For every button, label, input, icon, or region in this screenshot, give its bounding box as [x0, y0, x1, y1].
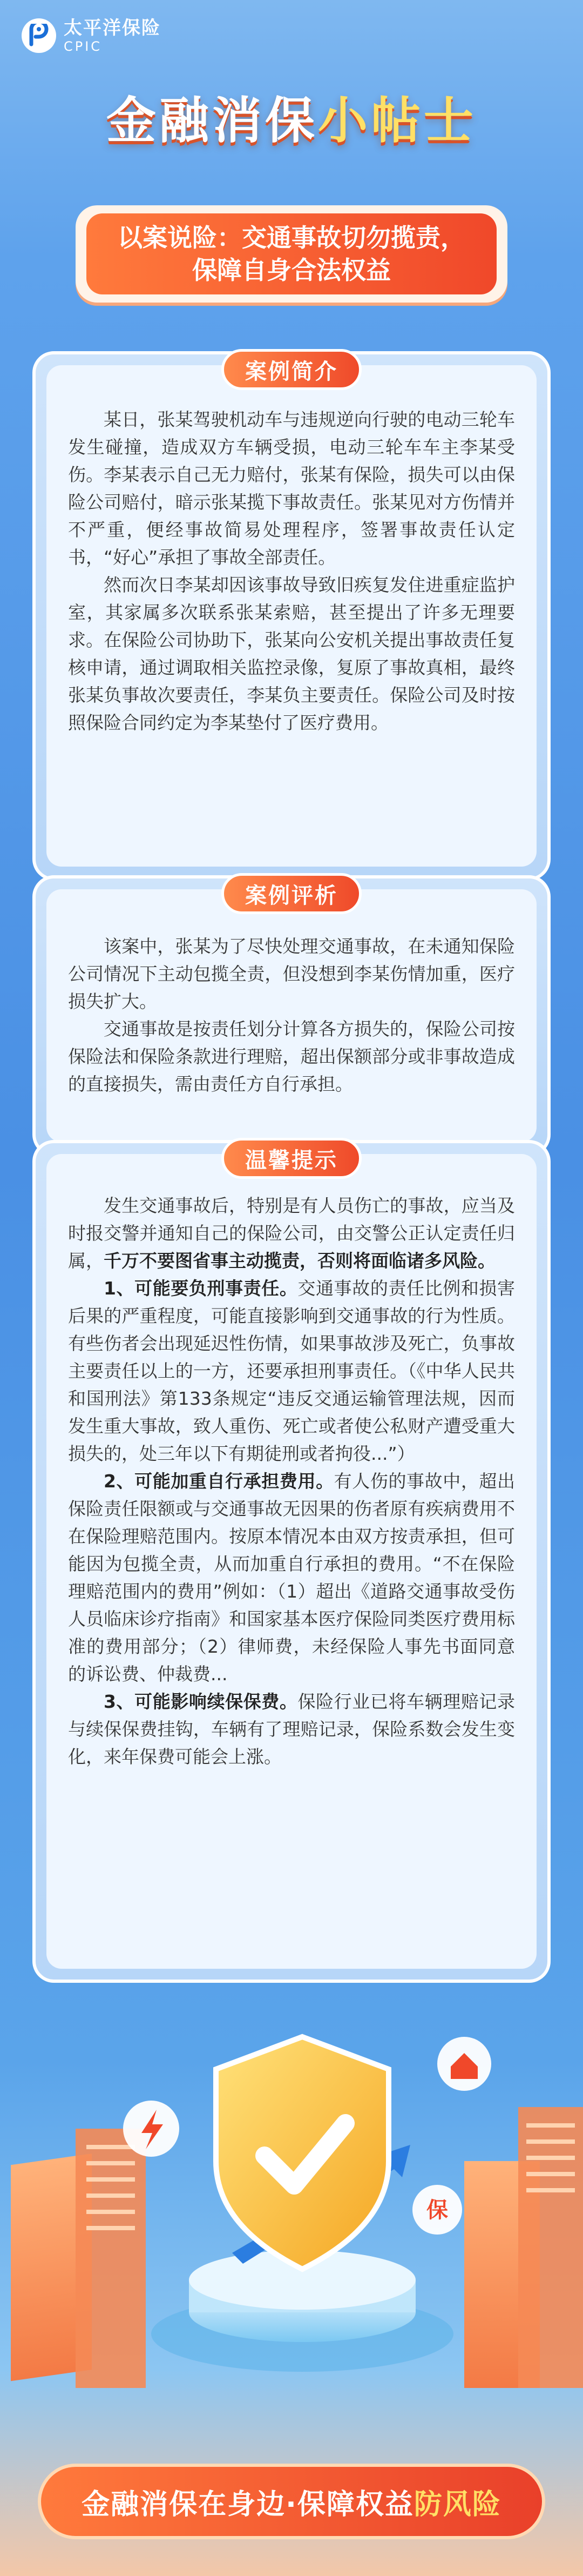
case-intro-card — [32, 351, 551, 881]
tips-card — [32, 1140, 551, 1983]
page-title — [0, 81, 583, 152]
tips-paragraph-1: 发生交通事故后，特别是有人员伤亡的事故，应当及时报交警并通知自己的保险公司，由交警公正认定责任归属，千万不要图省事主动揽责，否则将面临诸多风险。 — [68, 1195, 515, 1271]
tips-tag: 温馨提示 — [221, 1138, 362, 1179]
buildings-left — [11, 2129, 146, 2388]
case-intro-tag: 案例简介 — [221, 349, 362, 390]
subtitle-banner — [76, 205, 507, 303]
brand-name-cn: 太平洋保险 — [64, 17, 161, 39]
cpic-logo-icon — [22, 18, 56, 53]
tips-point-3-title: 3、可能影响续保保费。 — [104, 1691, 298, 1712]
tips-paragraph-2: 1、可能要负刑事责任。交通事故的责任比例和损害后果的严重程度，可能直接影响到交通事故的行为性质。有些伤者会出现延迟性伤情，如果事故涉及死亡，负事故主要责任以上的一方，还要承担刑事责任。（《中华人民共和国刑法》第133条规定“违反交通运输管理法规，因而发生重大事故，致人重伤、死亡或者使公私财产遭受重大损失的，处三年以下有期徒刑或者拘役...”） — [68, 1278, 516, 1464]
svg-text:保: 保 — [426, 2198, 448, 2223]
shield-check-icon — [216, 2037, 389, 2269]
footer-slogan-part-1: 金融消保在身边·保障权益 — [82, 2488, 414, 2521]
lightning-icon — [123, 2101, 179, 2157]
case-review-tag: 案例评析 — [221, 873, 362, 914]
footer-slogan — [38, 2464, 545, 2539]
subtitle-line-2: 保障自身合法权益 — [192, 256, 391, 285]
buildings-right — [464, 2107, 583, 2388]
tips-point-1-title: 1、可能要负刑事责任。 — [104, 1278, 298, 1299]
case-review-paragraph-2: 交通事故是按责任划分计算各方损失的，保险公司按保险法和保险条款进行理赔，超出保额部分或非事故造成的直接损失，需由责任方自行承担。 — [68, 1018, 515, 1095]
subtitle-line-1: 以案说险：交通事故切勿揽责， — [118, 223, 465, 252]
shield-illustration — [0, 1999, 583, 2431]
bao-icon — [412, 2185, 462, 2235]
page-title-highlight: 小帖士 — [318, 92, 477, 150]
tips-paragraph-4: 3、可能影响续保保费。保险行业已将车辆理赔记录与续保保费挂钩，车辆有了理赔记录，保险系数会发生变化，来年保费可能会上涨。 — [68, 1691, 516, 1767]
brand-logo — [22, 17, 161, 54]
case-intro-paragraph-2: 然而次日李某却因该事故导致旧疾复发住进重症监护室，其家属多次联系张某索赔，甚至提出了许多无理要求。在保险公司协助下，张某向公安机关提出事故责任复核申请，通过调取相关监控录像，复原了事故真相，最终张某负事故次要责任，李某负主要责任。保险公司及时按照保险合同约定为李某垫付了医疗费用。 — [68, 574, 515, 733]
house-icon — [437, 2037, 491, 2091]
footer-slogan-highlight: 防风险 — [413, 2488, 501, 2521]
tips-point-2-title: 2、可能加重自行承担费用。 — [104, 1471, 334, 1492]
page-title-main: 金融消保 — [106, 92, 318, 150]
tips-paragraph-3: 2、可能加重自行承担费用。有人伤的事故中，超出保险责任限额或与交通事故无因果的伤者原有疾病费用不在保险理赔范围内。按原本情况本由双方按责承担，但可能因为包揽全责，从而加重自行承担的费用。“不在保险理赔范围内的费用”例如：（1）超出《道路交通事故受伤人员临床诊疗指南》和国家基本医疗保险同类医疗费用标准的费用部分；（2）律师费，未经保险人事先书面同意的诉讼费、仲裁费... — [68, 1471, 516, 1685]
case-intro-paragraph-1: 某日，张某驾驶机动车与违规逆向行驶的电动三轮车发生碰撞，造成双方车辆受损，电动三轮车车主李某受伤。李某表示自己无力赔付，张某有保险，损失可以由保险公司赔付，暗示张某揽下事故责任。张某见对方伤情并不严重，便经事故简易处理程序，签署事故责任认定书，“好心”承担了事故全部责任。 — [68, 409, 515, 568]
case-review-paragraph-1: 该案中，张某为了尽快处理交通事故，在未通知保险公司情况下主动包揽全责，但没想到李某伤情加重，医疗损失扩大。 — [68, 936, 515, 1012]
tips-warning-bold: 千万不要图省事主动揽责，否则将面临诸多风险。 — [104, 1250, 496, 1271]
brand-name-en: CPIC — [64, 39, 103, 54]
case-review-card — [32, 875, 551, 1156]
